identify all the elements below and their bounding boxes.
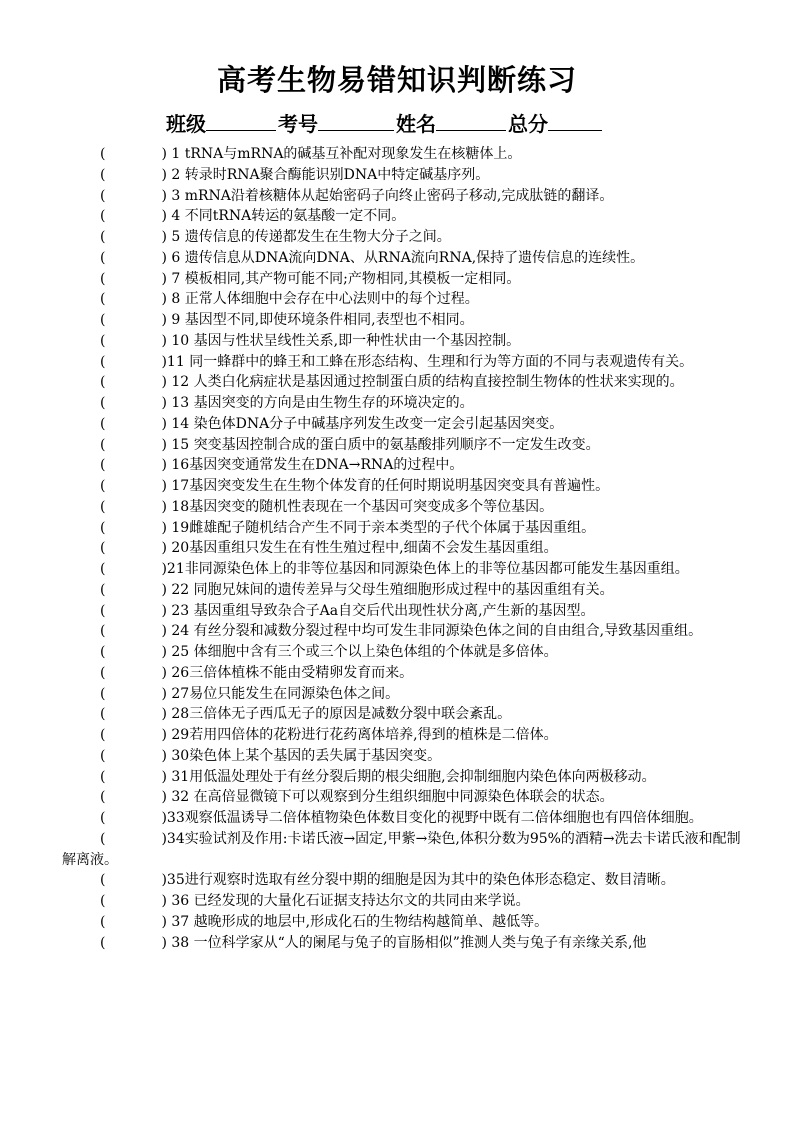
question-item: ( ) 17基因突变发生在生物个体发育的任何时期说明基因突变具有普遍性。 — [100, 478, 610, 494]
question-item: ( ) 1 tRNA与mRNA的碱基互补配对现象发生在核糖体上。 — [100, 146, 522, 162]
question-item: ( ) 30染色体上某个基因的丢失属于基因突变。 — [100, 747, 442, 764]
question-item: ( ) 10 基因与性状呈线性关系,即一种性状由一个基因控制。 — [100, 332, 521, 349]
question-item: ( ) 32 在高倍显微镜下可以观察到分生组织细胞中同源染色体联会的状态。 — [100, 789, 614, 806]
score-blank[interactable] — [548, 112, 602, 131]
id-label: 考号 — [278, 112, 318, 136]
question-item: ( ) 8 正常人体细胞中会存在中心法则中的每个过程。 — [100, 291, 479, 308]
question-item: ( ) 37 越晚形成的地层中,形成化石的生物结构越简单、越低等。 — [100, 913, 549, 930]
question-item: ( ) 22 同胞兄妹间的遗传差异与父母生殖细胞形成过程中的基因重组有关。 — [100, 581, 614, 598]
question-list — [0, 144, 794, 953]
question-item: ( ) 24 有丝分裂和减数分裂过程中均可发生非同源染色体之间的自由组合,导致基因重组。 — [100, 623, 703, 640]
question-item: ( ) 18基因突变的随机性表现在一个基因可突变成多个等位基因。 — [100, 498, 554, 515]
question-item: ( ) 23 基因重组导致杂合子Aa自交后代出现性状分离,产生新的基因型。 — [100, 602, 595, 619]
question-item: ( ) 9 基因型不同,即使环境条件相同,表型也不相同。 — [100, 312, 474, 328]
question-item: ( ) 36 已经发现的大量化石证据支持达尔文的共同由来学说。 — [100, 893, 530, 909]
score-label: 总分 — [508, 112, 548, 136]
question-item: ( ) 3 mRNA沿着核糖体从起始密码子向终止密码子移动,完成肽链的翻译。 — [100, 187, 614, 204]
question-item: ( )11 同一蜂群中的蜂王和工蜂在形态结构、生理和行为等方面的不同与表观遗传有关。 — [100, 353, 694, 370]
question-item: ( )33观察低温诱导二倍体植物染色体数目变化的视野中既有二倍体细胞也有四倍体细胞。 — [100, 810, 703, 826]
question-item: ( ) 38 一位科学家从“人的阑尾与兔子的盲肠相似”推测人类与兔子有亲缘关系,他 — [100, 934, 647, 951]
name-blank[interactable] — [436, 112, 506, 131]
question-item: ( )34实验试剂及作用:卡诺氏液→固定,甲紫→染色,体积分数为95%的酒精→洗去卡诺氏液和配制解离液。 — [62, 830, 741, 868]
question-item: ( )21非同源染色体上的非等位基因和同源染色体上的非等位基因都可能发生基因重组。 — [100, 561, 689, 577]
question-item: ( ) 12 人类白化病症状是基因通过控制蛋白质的结构直接控制生物体的性状来实现的。 — [100, 374, 684, 391]
student-info-line — [166, 110, 686, 138]
question-item: ( ) 29若用四倍体的花粉进行花药离体培养,得到的植株是二倍体。 — [100, 727, 558, 743]
class-blank[interactable] — [206, 112, 276, 131]
question-item: ( ) 20基因重组只发生在有性生殖过程中,细菌不会发生基因重组。 — [100, 540, 558, 557]
name-label: 姓名 — [396, 112, 436, 136]
question-item: ( ) 15 突变基因控制合成的蛋白质中的氨基酸排列顺序不一定发生改变。 — [100, 436, 600, 453]
class-label: 班级 — [166, 112, 206, 136]
question-item: ( ) 25 体细胞中含有三个或三个以上染色体组的个体就是多倍体。 — [100, 644, 558, 660]
id-blank[interactable] — [318, 112, 394, 131]
question-item: ( ) 31用低温处理处于有丝分裂后期的根尖细胞,会抑制细胞内染色体向两极移动。 — [100, 768, 656, 785]
question-item: ( ) 4 不同tRNA转运的氨基酸一定不同。 — [100, 208, 406, 225]
question-item: ( ) 7 模板相同,其产物可能不同;产物相同,其模板一定相同。 — [100, 270, 521, 287]
question-item: ( ) 2 转录时RNA聚合酶能识别DNA中特定碱基序列。 — [100, 166, 490, 183]
question-item: ( ) 27易位只能发生在同源染色体之间。 — [100, 685, 400, 702]
question-item: ( ) 5 遗传信息的传递都发生在生物大分子之间。 — [100, 229, 451, 245]
question-item: ( ) 6 遗传信息从DNA流向DNA、从RNA流向RNA,保持了遗传信息的连续性。 — [100, 249, 645, 266]
question-item: ( ) 26三倍体植株不能由受精卵发育而来。 — [100, 664, 414, 681]
question-item: ( ) 13 基因突变的方向是由生物生存的环境决定的。 — [100, 395, 474, 411]
question-item: ( ) 19雌雄配子随机结合产生不同于亲本类型的子代个体属于基因重组。 — [100, 519, 596, 536]
question-item: ( ) 28三倍体无子西瓜无子的原因是减数分裂中联会紊乱。 — [100, 706, 512, 723]
question-item: ( ) 16基因突变通常发生在DNA→RNA的过程中。 — [100, 457, 464, 474]
question-item: ( )35进行观察时选取有丝分裂中期的细胞是因为其中的染色体形态稳定、数目清晰。 — [100, 872, 675, 889]
question-item: ( ) 14 染色体DNA分子中碱基序列发生改变一定会引起基因突变。 — [100, 415, 564, 432]
page-title: 高考生物易错知识判断练习 — [216, 63, 577, 97]
